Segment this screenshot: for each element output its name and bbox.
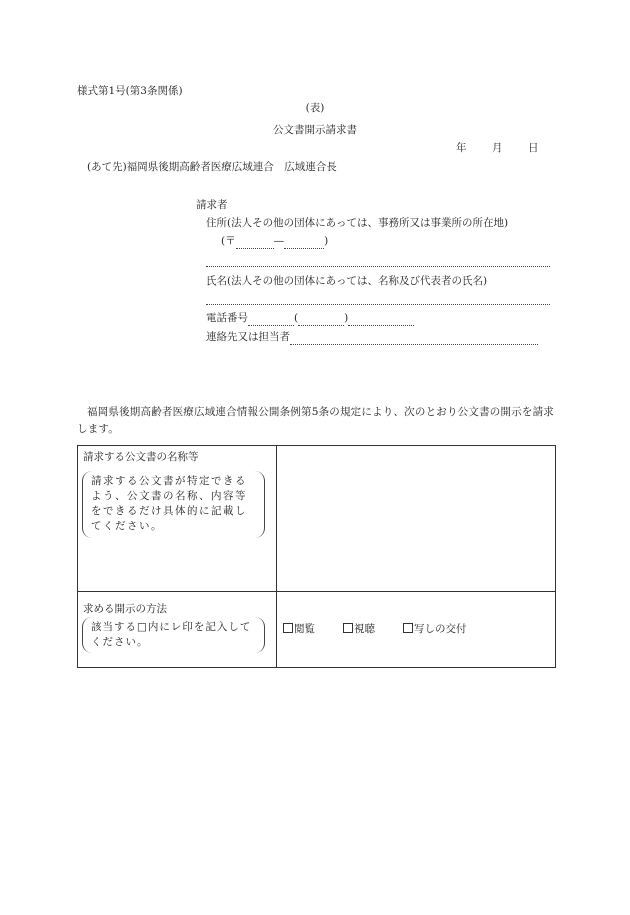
phone-number-blank[interactable] [348,313,414,326]
addressee: (あて先)福岡県後期高齢者医療広域連合 広域連合長 [87,161,337,173]
checkbox-icon[interactable] [343,623,353,633]
doc-name-cell [78,446,277,592]
phone-close: ) [344,312,349,324]
doc-name-input[interactable] [277,446,556,592]
contact-field[interactable] [206,330,538,345]
name-label: 氏名(法人その他の団体にあっては、名称及び代表者の氏名) [206,275,488,287]
request-table [77,445,556,668]
postal-open: (〒 [221,235,236,247]
option-copy[interactable] [403,622,467,637]
option-view-label: 閲覧 [294,623,315,636]
phone-open: ( [294,312,299,324]
date-month: 月 [492,142,503,154]
option-watch[interactable] [343,622,375,637]
phone-exchange-blank[interactable] [298,313,344,326]
checkbox-icon[interactable] [403,623,413,633]
doc-name-note: 請求する公文書が特定できるよう、公文書の名称、内容等をできるだけ具体的に記載してください。 [82,471,265,538]
option-copy-label: 写しの交付 [414,623,467,636]
date-day: 日 [528,142,539,154]
postal-code-field[interactable] [221,234,328,249]
date-year: 年 [456,142,467,154]
contact-label: 連絡先又は担当者 [206,331,290,343]
address-line[interactable] [206,266,550,267]
phone-label: 電話番号 [206,312,248,324]
form-number: 様式第1号(第3条関係) [77,85,183,97]
method-cell [78,592,277,668]
method-label: 求める開示の方法 [83,603,167,615]
form-title: 公文書開示請求書 [273,124,357,136]
side-label: (表) [305,102,325,114]
phone-field[interactable] [206,311,414,326]
method-options-cell [277,592,556,668]
phone-area-blank[interactable] [248,313,294,326]
method-note: 該当する□内にレ印を記入してください。 [82,617,265,653]
request-statement: 福岡県後期高齢者医療広域連合情報公開条例第5条の規定により、次のとおり公文書の開示を請求します。 [77,406,554,435]
option-watch-label: 視聴 [354,623,375,636]
name-line[interactable] [206,304,550,305]
contact-blank[interactable] [290,332,538,345]
option-view[interactable] [283,622,315,637]
address-label: 住所(法人その他の団体にあっては、事務所又は事業所の所在地) [206,217,509,229]
postal-second-blank[interactable] [284,236,324,249]
doc-name-label: 請求する公文書の名称等 [83,451,199,463]
checkbox-icon[interactable] [283,623,293,633]
requester-heading: 請求者 [196,199,228,211]
postal-first-blank[interactable] [236,236,274,249]
postal-dash: — [273,235,285,247]
postal-close: ) [324,235,329,247]
